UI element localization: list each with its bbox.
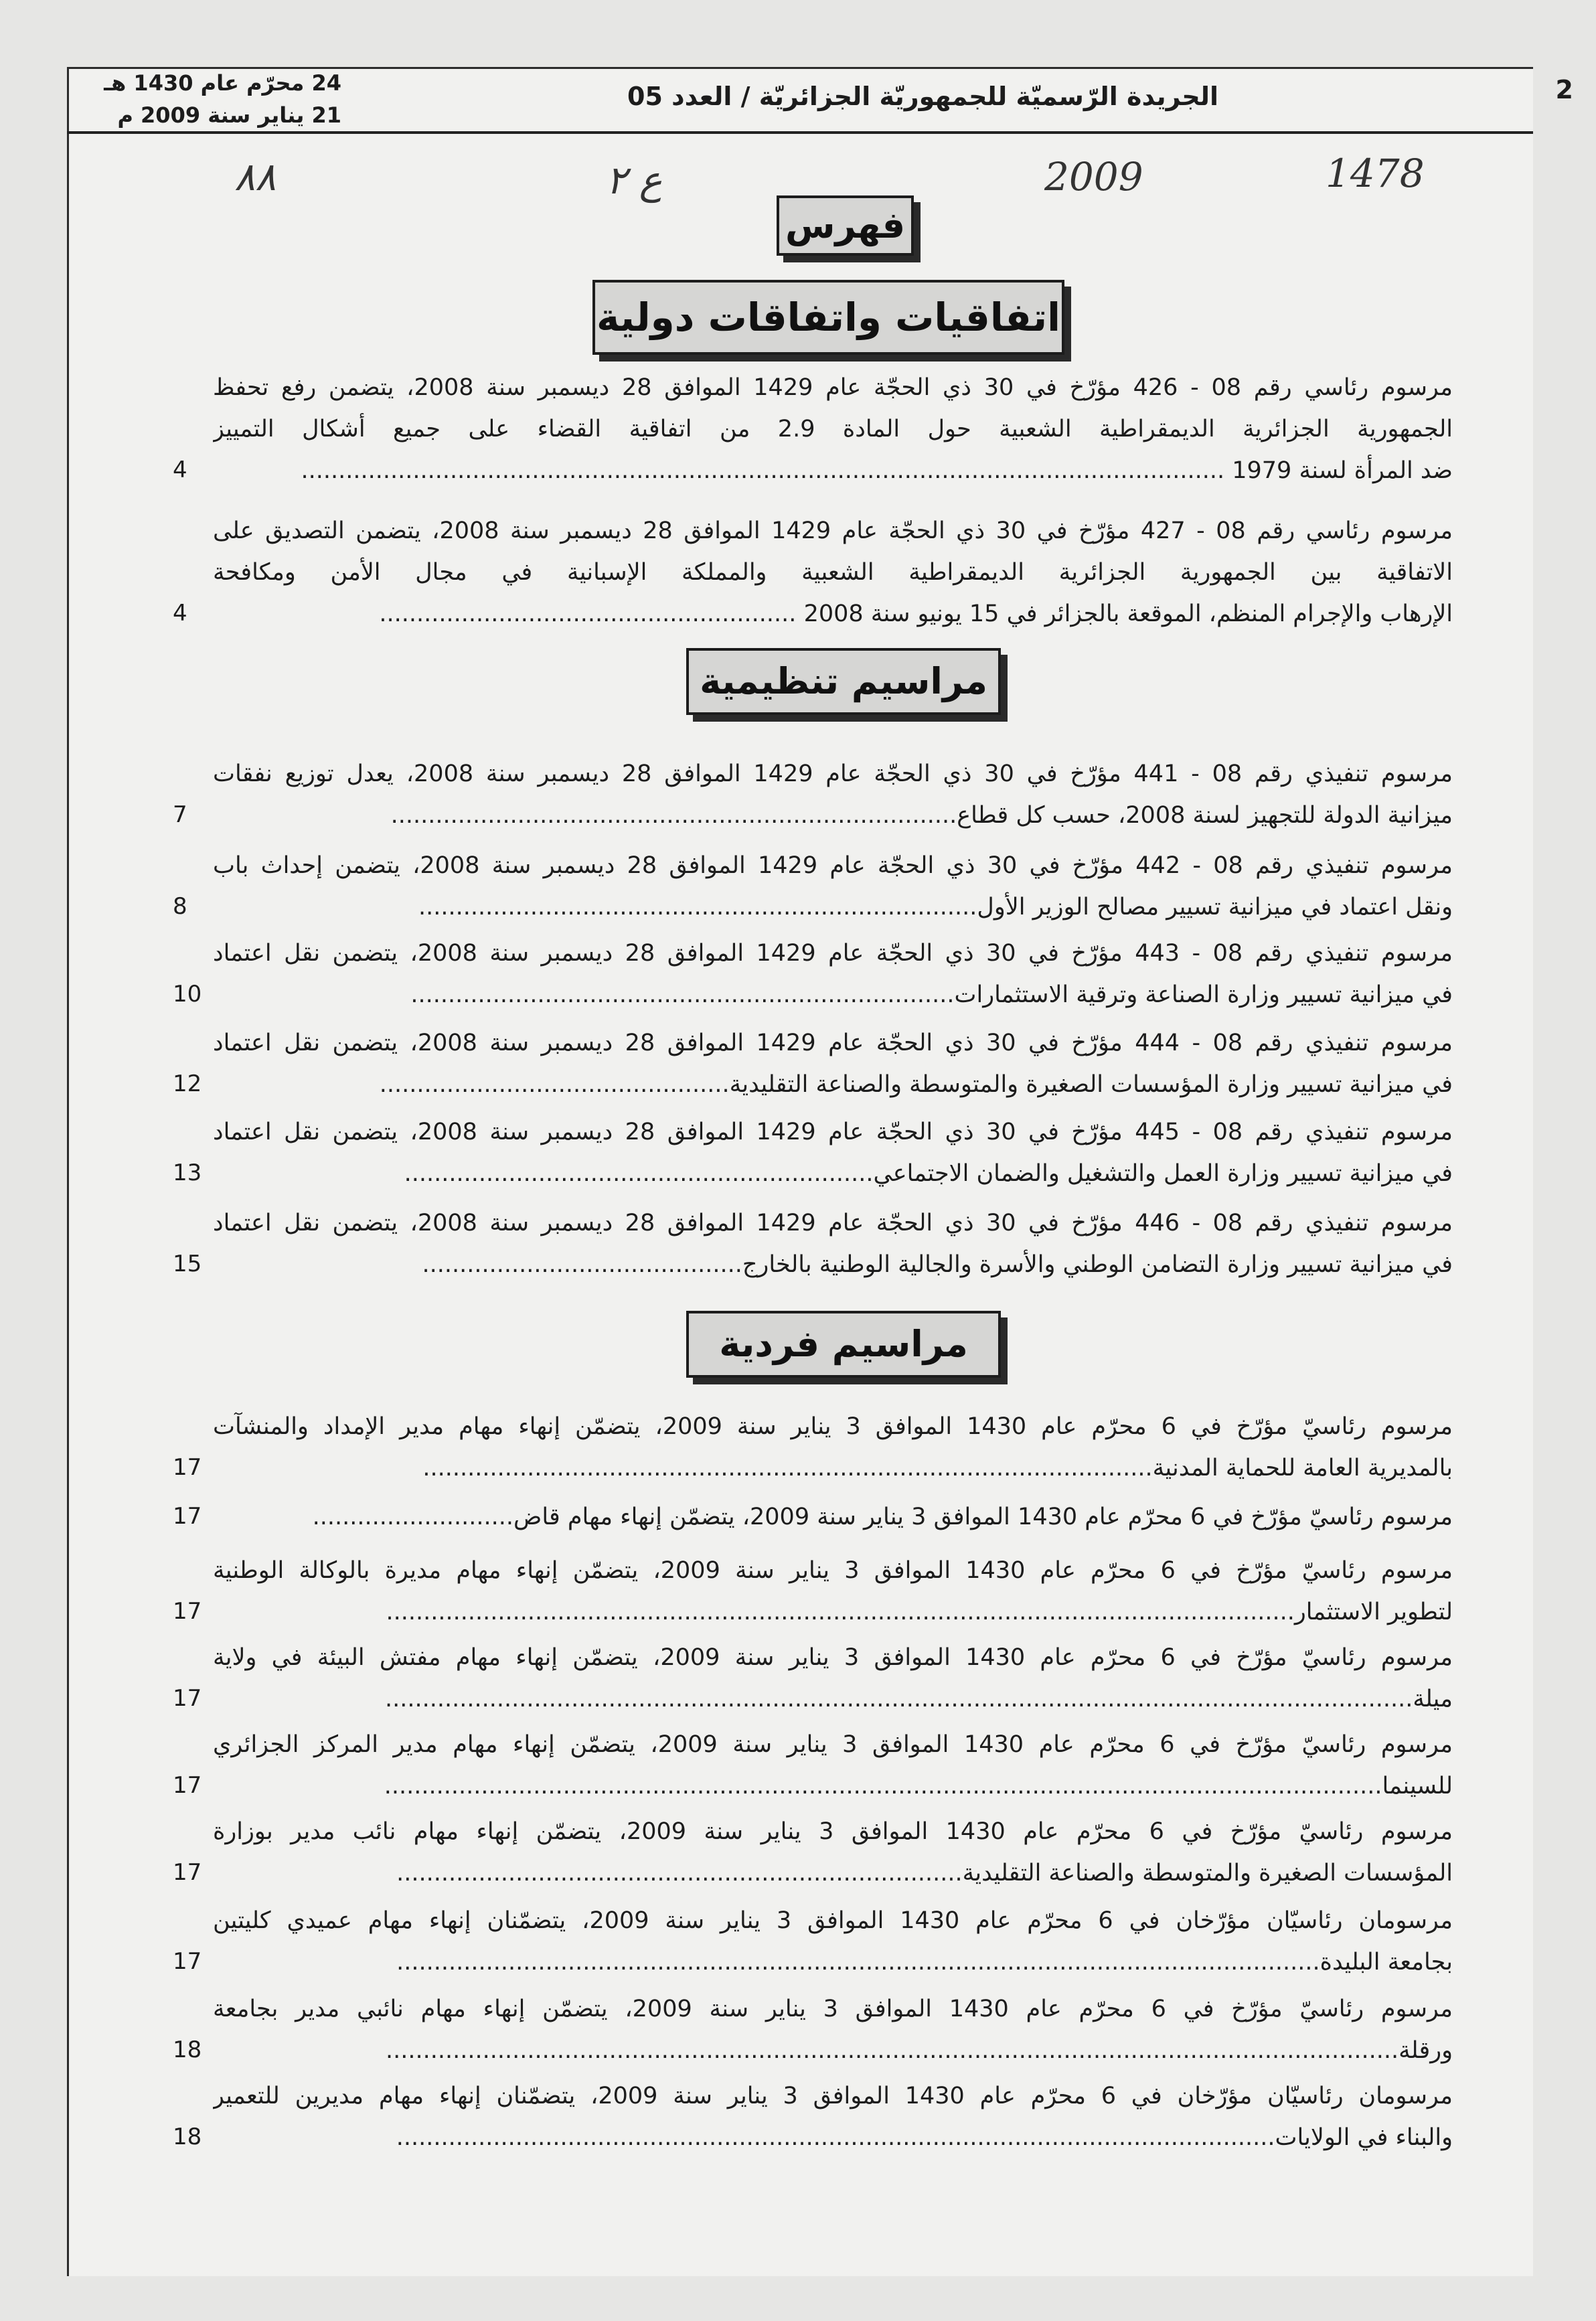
toc-entry-line: مرسوم تنفيذي رقم 08 - 444 مؤرّخ في 30 ذي الحجّة عام 1429 الموافق 28 ديسمبر سنة 2008، يتضمن نقل اعتماد [213, 1030, 1453, 1056]
toc-entry-page: 17 [173, 1772, 202, 1799]
toc-entry-line: للسينما...................................................................................................................................... [384, 1773, 1453, 1799]
toc-entry-line: مرسوم رئاسيّ مؤرّخ في 6 محرّم عام 1430 الموافق 3 يناير سنة 2009، يتضمّن إنهاء مهام قاض........................... [312, 1504, 1453, 1530]
toc-entry [173, 845, 1453, 928]
toc-entry-line: ونقل اعتماد في ميزانية تسيير مصالح الوزير الأول........................................................................... [418, 894, 1453, 921]
toc-entry-line: ورقلة........................................................................................................................................ [386, 2037, 1453, 2064]
toc-entry-page: 17 [173, 1503, 202, 1530]
toc-entry-line: ميلة.......................................................................................................................................... [385, 1686, 1453, 1712]
toc-entry-line: المؤسسات الصغيرة والمتوسطة والصناعة التقليدية............................................................................ [396, 1860, 1453, 1887]
toc-entry [173, 1111, 1453, 1194]
toc-entry-line: مرسوم رئاسيّ مؤرّخ في 6 محرّم عام 1430 الموافق 3 يناير سنة 2009، يتضمّن إنهاء مهام مدير الإمداد والمنشآت [213, 1413, 1453, 1440]
toc-entry-page: 17 [173, 1598, 202, 1625]
date-hijri: 24 محرّم عام 1430 هـ [104, 70, 341, 96]
toc-entry-line: الإرهاب والإجرام المنظم، الموقعة بالجزائر في 15 يونيو سنة 2008 ........................................................ [379, 601, 1453, 627]
issue-date [87, 67, 341, 131]
toc-entry-line: ضد المرأة لسنة 1979 ............................................................................................................................ [301, 457, 1453, 484]
toc-entry-line: مرسوم رئاسيّ مؤرّخ في 6 محرّم عام 1430 الموافق 3 يناير سنة 2009، يتضمّن إنهاء مهام مديرة بالوكالة الوطنية [213, 1557, 1453, 1584]
toc-entry-line: مرسوم تنفيذي رقم 08 - 441 مؤرّخ في 30 ذي الحجّة عام 1429 الموافق 28 ديسمبر سنة 2008، يعدل توزيع نفقات [213, 761, 1453, 787]
toc-entry-line: بالمديرية العامة للحماية المدنية.................................................................................................. [422, 1455, 1453, 1482]
toc-entry-line: مرسومان رئاسيّان مؤرّخان في 6 محرّم عام 1430 الموافق 3 يناير سنة 2009، يتضمّنان إنهاء مهام عميدي كليتين [213, 1907, 1453, 1934]
toc-entry-line: لتطوير الاستثمار.......................................................................................................................... [386, 1599, 1453, 1625]
toc-entry-line: في ميزانية تسيير وزارة الصناعة وترقية الاستثمارات......................................................................... [410, 981, 1453, 1008]
toc-entry-line: مرسوم رئاسيّ مؤرّخ في 6 محرّم عام 1430 الموافق 3 يناير سنة 2009، يتضمّن إنهاء مهام مفتش البيئة في ولاية [213, 1644, 1453, 1671]
toc-entry [173, 933, 1453, 1016]
handwritten-note-c: 2009 [1044, 154, 1143, 199]
index-title: فهرس [777, 195, 914, 256]
toc-entry-line: مرسوم تنفيذي رقم 08 - 445 مؤرّخ في 30 ذي الحجّة عام 1429 الموافق 28 ديسمبر سنة 2008، يتضمن نقل اعتماد [213, 1119, 1453, 1145]
toc-entry-line: مرسوم رئاسيّ مؤرّخ في 6 محرّم عام 1430 الموافق 3 يناير سنة 2009، يتضمّن إنهاء مهام نائب مدير بوزارة [213, 1818, 1453, 1845]
toc-entry-line: والبناء في الولايات...................................................................................................................... [396, 2124, 1453, 2151]
toc-entry [173, 1550, 1453, 1633]
toc-entry-page: 10 [173, 981, 202, 1008]
page-number: 2 [1555, 75, 1573, 104]
toc-entry-line: مرسومان رئاسيّان مؤرّخان في 6 محرّم عام 1430 الموافق 3 يناير سنة 2009، يتضمّنان إنهاء مهام مديرين للتعمير [213, 2083, 1453, 2109]
gazette-title: الجريدة الرّسميّة للجمهوريّة الجزائريّة / العدد 05 [627, 82, 1218, 111]
toc-entry-page: 4 [173, 457, 187, 483]
toc-entry [173, 753, 1453, 836]
handwritten-note-a: ٨٨ [234, 154, 276, 199]
toc-entry [173, 1811, 1453, 1894]
toc-entry [173, 1202, 1453, 1285]
toc-entry-page: 17 [173, 1685, 202, 1712]
section-international-conventions: اتفاقيات واتفاقات دولية [592, 280, 1064, 355]
toc-entry [173, 1900, 1453, 1983]
section-individual-decrees: مراسيم فردية [686, 1311, 1001, 1378]
toc-entry-line: مرسوم رئاسي رقم 08 - 427 مؤرّخ في 30 ذي الحجّة عام 1429 الموافق 28 ديسمبر سنة 2008، يتضمن التصديق على [213, 517, 1453, 544]
toc-entry-page: 7 [173, 801, 187, 828]
toc-entry-line: مرسوم تنفيذي رقم 08 - 443 مؤرّخ في 30 ذي الحجّة عام 1429 الموافق 28 ديسمبر سنة 2008، يتضمن نقل اعتماد [213, 940, 1453, 967]
toc-entry-page: 18 [173, 2036, 202, 2063]
toc-entry-line: في ميزانية تسيير وزارة المؤسسات الصغيرة والمتوسطة والصناعة التقليدية............................................... [379, 1071, 1453, 1098]
date-gregorian: 21 يناير سنة 2009 م [117, 102, 341, 128]
handwritten-note-b: ع ٢ [606, 157, 663, 203]
toc-entry [173, 1637, 1453, 1720]
toc-entry-line: مرسوم رئاسي رقم 08 - 426 مؤرّخ في 30 ذي الحجّة عام 1429 الموافق 28 ديسمبر سنة 2008، يتضمن رفع تحفظ [213, 374, 1453, 401]
toc-entry-line: مرسوم تنفيذي رقم 08 - 442 مؤرّخ في 30 ذي الحجّة عام 1429 الموافق 28 ديسمبر سنة 2008، يتضمن إحداث باب [213, 852, 1453, 879]
toc-entry [173, 1496, 1453, 1538]
section-regulatory-decrees: مراسيم تنظيمية [686, 648, 1001, 715]
toc-entry [173, 1988, 1453, 2071]
toc-entry-line: في ميزانية تسيير وزارة التضامن الوطني والأسرة والجالية الوطنية بالخارج........................................... [422, 1251, 1453, 1278]
toc-entry-line: مرسوم رئاسيّ مؤرّخ في 6 محرّم عام 1430 الموافق 3 يناير سنة 2009، يتضمّن إنهاء مهام مدير المركز الجزائري [213, 1731, 1453, 1758]
toc-entry [173, 1406, 1453, 1489]
toc-entry-page: 17 [173, 1948, 202, 1975]
toc-entry-page: 15 [173, 1251, 202, 1277]
toc-entry [173, 2075, 1453, 2158]
toc-entry [173, 1022, 1453, 1105]
toc-entry-page: 8 [173, 893, 187, 920]
toc-entry-page: 13 [173, 1159, 202, 1186]
toc-entry-page: 18 [173, 2124, 202, 2150]
toc-entry [173, 1724, 1453, 1807]
toc-entry-page: 17 [173, 1859, 202, 1886]
toc-entry-page: 4 [173, 600, 187, 627]
page-header [67, 67, 1573, 134]
toc-entry-line: مرسوم تنفيذي رقم 08 - 446 مؤرّخ في 30 ذي الحجّة عام 1429 الموافق 28 ديسمبر سنة 2008، يتضمن نقل اعتماد [213, 1210, 1453, 1236]
toc-entry-line: مرسوم رئاسيّ مؤرّخ في 6 محرّم عام 1430 الموافق 3 يناير سنة 2009، يتضمّن إنهاء مهام نائبي مدير بجامعة [213, 1996, 1453, 2022]
toc-entry [173, 510, 1453, 635]
toc-entry-line: بجامعة البليدة............................................................................................................................ [396, 1949, 1453, 1976]
toc-entry [173, 367, 1453, 491]
handwritten-note-d: 1478 [1326, 151, 1425, 196]
toc-entry-page: 12 [173, 1070, 202, 1097]
toc-entry-page: 17 [173, 1454, 202, 1481]
toc-entry-line: ميزانية الدولة للتجهيز لسنة 2008، حسب كل قطاع............................................................................ [390, 802, 1453, 829]
toc-entry-line: الاتفاقية بين الجمهورية الجزائرية الديمقراطية الشعبية والمملكة الإسبانية في مجال الأمن ومكافحة [213, 559, 1453, 586]
toc-entry-line: في ميزانية تسيير وزارة العمل والتشغيل والضمان الاجتماعي............................................................... [404, 1160, 1453, 1187]
toc-entry-line: الجمهورية الجزائرية الديمقراطية الشعبية حول المادة 2.9 من اتفاقية القضاء على جميع أشكال التمييز [213, 416, 1453, 443]
